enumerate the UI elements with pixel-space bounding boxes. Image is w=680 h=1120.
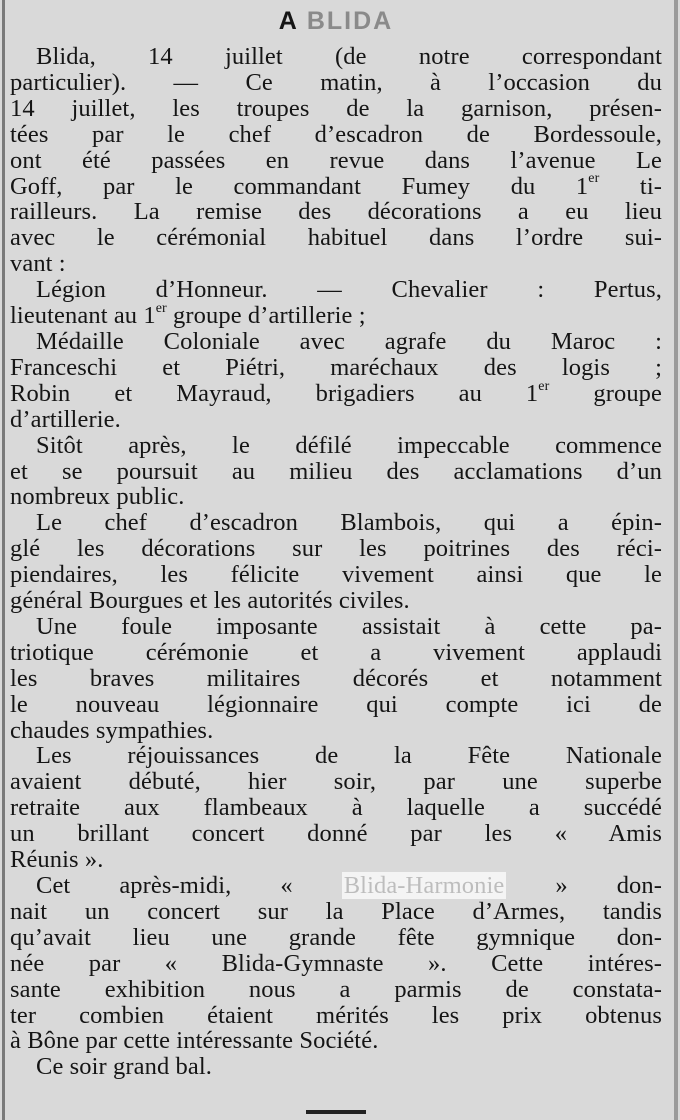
heading-place: BLIDA	[306, 7, 394, 35]
text-line: général Bourgues et les autorités civiles.	[10, 587, 410, 615]
text-line: les braves militaires décorés et notamment	[10, 664, 662, 692]
right-column-rule	[674, 0, 678, 1120]
text-line: Le chef d’escadron Blambois, qui a épin-	[36, 509, 662, 537]
text-line: glé les décorations sur les poitrines des réci-	[10, 535, 662, 563]
text-line: d’artillerie.	[10, 405, 121, 433]
text-line: avaient débuté, hier soir, par une superbe	[10, 768, 662, 796]
text-line: chaudes sympathies.	[10, 716, 214, 744]
text-line: retraite aux flambeaux à laquelle a succédé	[10, 794, 662, 822]
text-line: vant :	[10, 250, 66, 278]
text-line: un brillant concert donné par les « Amis	[10, 820, 662, 848]
text-line: ont été passées en revue dans l’avenue Le	[10, 146, 662, 174]
text-line: Ce soir grand bal.	[36, 1053, 212, 1081]
text-line: et se poursuit au milieu des acclamations d’un	[10, 457, 662, 485]
text-line: Goff, par le commandant Fumey du 1er ti-	[10, 171, 662, 200]
text-line: triotique cérémonie et a vivement applaudi	[10, 638, 662, 666]
text-line: le nouveau légionnaire qui compte ici de	[10, 690, 662, 718]
text-line: 14 juillet, les troupes de la garnison, présen-	[10, 94, 662, 122]
text-line: nait un concert sur la Place d’Armes, tandis	[10, 897, 662, 925]
text-line: tées par le chef d’escadron de Bordessoule,	[10, 120, 662, 148]
text-line: avec le cérémonial habituel dans l’ordre sui-	[10, 224, 662, 252]
text-line: Réunis ».	[10, 846, 104, 874]
article-heading	[10, 6, 662, 36]
text-line: Sitôt après, le défilé impeccable commence	[36, 431, 662, 459]
text-line: railleurs. La remise des décorations a eu lieu	[10, 198, 662, 226]
text-line: Médaille Coloniale avec agrafe du Maroc :	[36, 327, 662, 355]
text-line: Les réjouissances de la Fête Nationale	[36, 742, 662, 770]
text-line: Cet après-midi, « Blida-Harmonie » don-	[36, 872, 663, 899]
article-body	[10, 44, 662, 1080]
text-line: Robin et Mayraud, brigadiers au 1er groupe	[10, 378, 662, 407]
text-line: lieutenant au 1er groupe d’artillerie ;	[10, 300, 366, 330]
text-line: Blida, 14 juillet (de notre correspondant	[36, 43, 662, 70]
text-line: ter combien étaient mérités les prix obtenus	[10, 1001, 662, 1029]
text-line: Légion d’Honneur. — Chevalier : Pertus,	[36, 276, 662, 304]
text-line: à Bône par cette intéressante Société.	[10, 1027, 379, 1055]
heading-prefix: A	[278, 7, 298, 35]
text-line: sante exhibition nous a parmis de constata-	[10, 975, 662, 1003]
text-line: née par « Blida-Gymnaste ». Cette intéres-	[10, 949, 662, 977]
text-line: Une foule imposante assistait à cette pa-	[36, 612, 662, 640]
text-line: qu’avait lieu une grande fête gymnique don-	[10, 923, 662, 951]
highlighted-name: Blida-Harmonie	[343, 872, 505, 899]
article-column	[10, 6, 662, 1080]
text-line: nombreux public.	[10, 483, 185, 511]
text-line: piendaires, les félicite vivement ainsi que le	[10, 561, 662, 589]
end-of-article-rule	[306, 1110, 366, 1114]
left-column-rule	[2, 0, 5, 1120]
text-line: Franceschi et Piétri, maréchaux des logis ;	[10, 353, 662, 381]
text-line: particulier). — Ce matin, à l’occasion du	[10, 68, 662, 96]
